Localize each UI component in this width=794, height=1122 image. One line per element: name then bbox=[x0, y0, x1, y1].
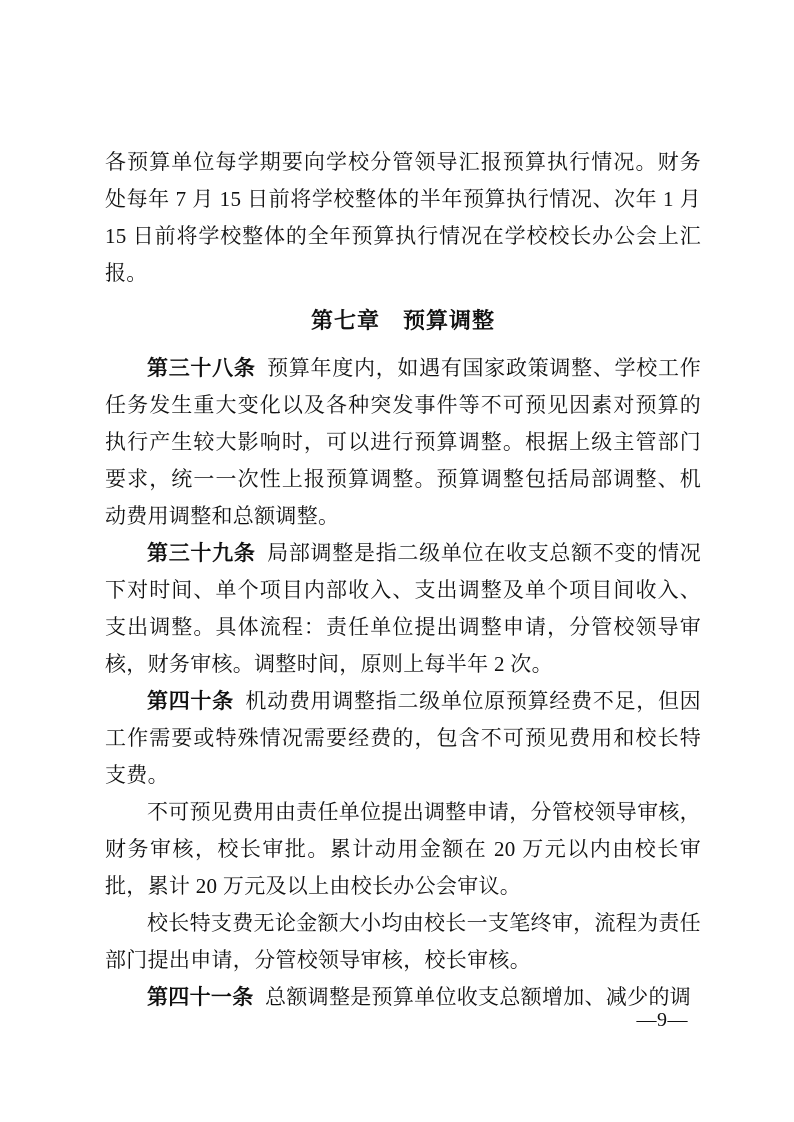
article-40-paragraph bbox=[105, 683, 701, 794]
article-39-paragraph bbox=[105, 535, 701, 683]
article-39-label: 第三十九条 bbox=[147, 541, 256, 565]
article-39-text: 局部调整是指二级单位在收支总额不变的情况下对时间、单个项目内部收入、支出调整及单个项目间收入、支出调整。具体流程：责任单位提出调整申请，分管校领导审核，财务审核。调整时间，原则上每半年 2 次。 bbox=[105, 541, 702, 676]
article-38-label: 第三十八条 bbox=[147, 356, 256, 380]
article-40-label: 第四十条 bbox=[147, 689, 234, 713]
chapter-heading: 第七章 预算调整 bbox=[310, 308, 495, 333]
article-40-text: 机动费用调整指二级单位原预算经费不足，但因工作需要或特殊情况需要经费的，包含不可预见费用和校长特支费。 bbox=[105, 689, 701, 787]
document-body bbox=[105, 144, 701, 1016]
article-38-paragraph bbox=[105, 350, 701, 535]
continuation-paragraph: 各预算单位每学期要向学校分管领导汇报预算执行情况。财务处每年 7 月 15 日前将学校整体的半年预算执行情况、次年 1 月 15 日前将学校整体的全年预算执行情况在学校校长办公会上汇报。 bbox=[105, 150, 701, 285]
article-41-label: 第四十一条 bbox=[147, 985, 254, 1009]
article-38-text: 预算年度内，如遇有国家政策调整、学校工作任务发生重大变化以及各种突发事件等不可预见因素对预算的执行产生较大影响时，可以进行预算调整。根据上级主管部门要求，统一一次性上报预算调整。预算调整包括局部调整、机动费用调整和总额调整。 bbox=[105, 356, 702, 528]
article-40-subparagraph-2: 校长特支费无论金额大小均由校长一支笔终审，流程为责任部门提出申请，分管校领导审核，校长审核。 bbox=[105, 911, 701, 972]
page-number: —9— bbox=[636, 1009, 688, 1031]
article-41-text: 总额调整是预算单位收支总额增加、减少的调 bbox=[265, 985, 692, 1009]
article-40-subparagraph-1: 不可预见费用由责任单位提出调整申请，分管校领导审核，财务审核，校长审批。累计动用金额在 20 万元以内由校长审批，累计 20 万元及以上由校长办公会审议。 bbox=[105, 800, 701, 898]
article-41-paragraph bbox=[105, 979, 701, 1016]
